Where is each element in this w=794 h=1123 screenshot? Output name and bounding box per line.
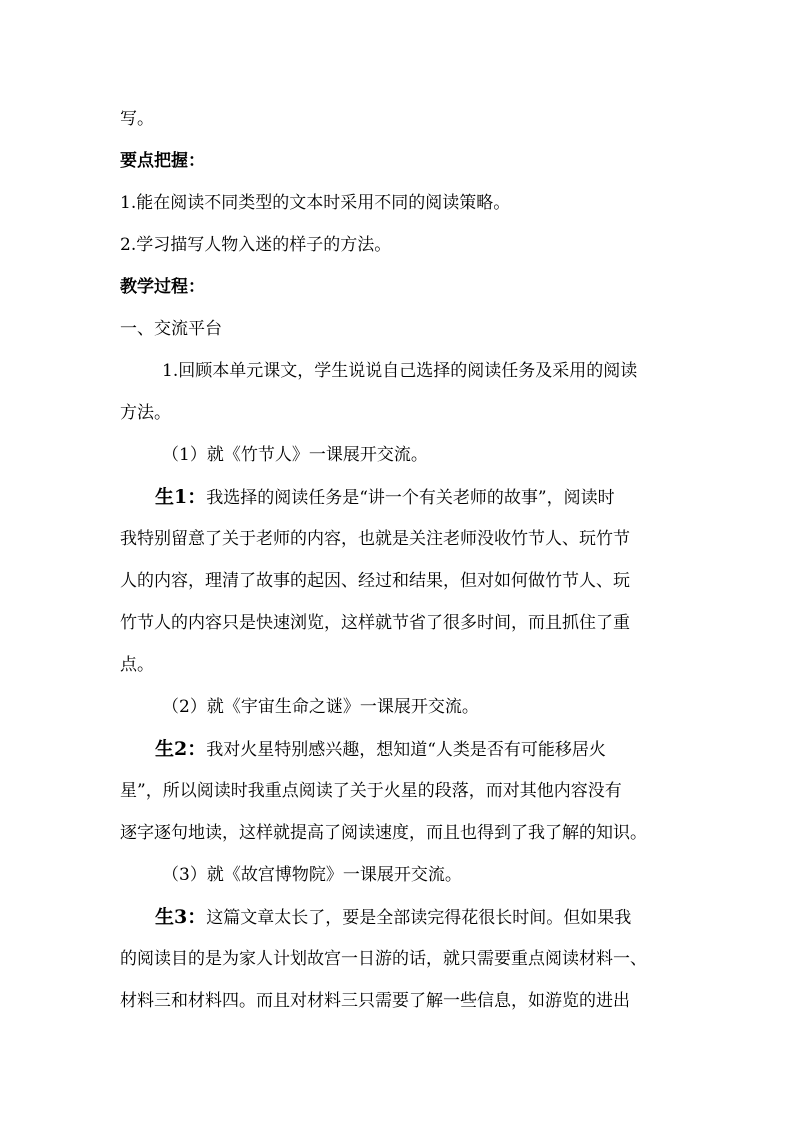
paragraph-line: 逐字逐句地读，这样就提高了阅读速度，而且也得到了我了解的知识。	[120, 823, 647, 843]
speaker-label: 生3：	[155, 906, 207, 928]
paragraph-line: 星”，所以阅读时我重点阅读了关于火星的段落，而对其他内容没有	[120, 781, 622, 801]
paragraph-line: 点。	[120, 655, 154, 675]
discussion-heading: （1）就《竹节人》一课展开交流。	[162, 445, 428, 465]
speaker-label: 生1：	[155, 486, 207, 508]
student-line	[155, 907, 631, 928]
paragraph-line: 竹节人的内容只是快速浏览，这样就节省了很多时间，而且抓住了重	[120, 613, 630, 633]
section-heading-key-points: 要点把握：	[120, 151, 205, 171]
list-item: 2.学习描写人物入迷的样子的方法。	[120, 235, 392, 255]
speaker-label: 生2：	[155, 738, 207, 760]
paragraph-line: 方法。	[120, 403, 171, 423]
discussion-heading: （3）就《故宫博物院》一课展开交流。	[162, 865, 462, 885]
discussion-heading: （2）就《宇宙生命之谜》一课展开交流。	[162, 697, 479, 717]
subsection-heading: 一、交流平台	[120, 319, 222, 339]
student-line	[155, 487, 615, 508]
list-item: 1.能在阅读不同类型的文本时采用不同的阅读策略。	[120, 193, 511, 213]
student-line	[155, 739, 606, 760]
paragraph-line: 的阅读目的是为家人计划故宫一日游的话，就只需要重点阅读材料一、	[120, 949, 647, 969]
speaker-text: 这篇文章太长了，要是全部读完得花很长时间。但如果我	[206, 908, 632, 928]
paragraph-line: 我特别留意了关于老师的内容，也就是关注老师没收竹节人、玩竹节	[120, 529, 630, 549]
speaker-text: 我选择的阅读任务是“讲一个有关老师的故事”，阅读时	[206, 488, 615, 508]
text-line: 写。	[120, 109, 154, 129]
paragraph-line: 人的内容，理清了故事的起因、经过和结果，但对如何做竹节人、玩	[120, 571, 630, 591]
paragraph-line: 1.回顾本单元课文，学生说说自己选择的阅读任务及采用的阅读	[162, 361, 638, 381]
section-heading-process: 教学过程：	[120, 277, 205, 297]
speaker-text: 我对火星特别感兴趣，想知道“人类是否有可能移居火	[206, 740, 606, 760]
paragraph-line: 材料三和材料四。而且对材料三只需要了解一些信息，如游览的进出	[120, 991, 630, 1011]
